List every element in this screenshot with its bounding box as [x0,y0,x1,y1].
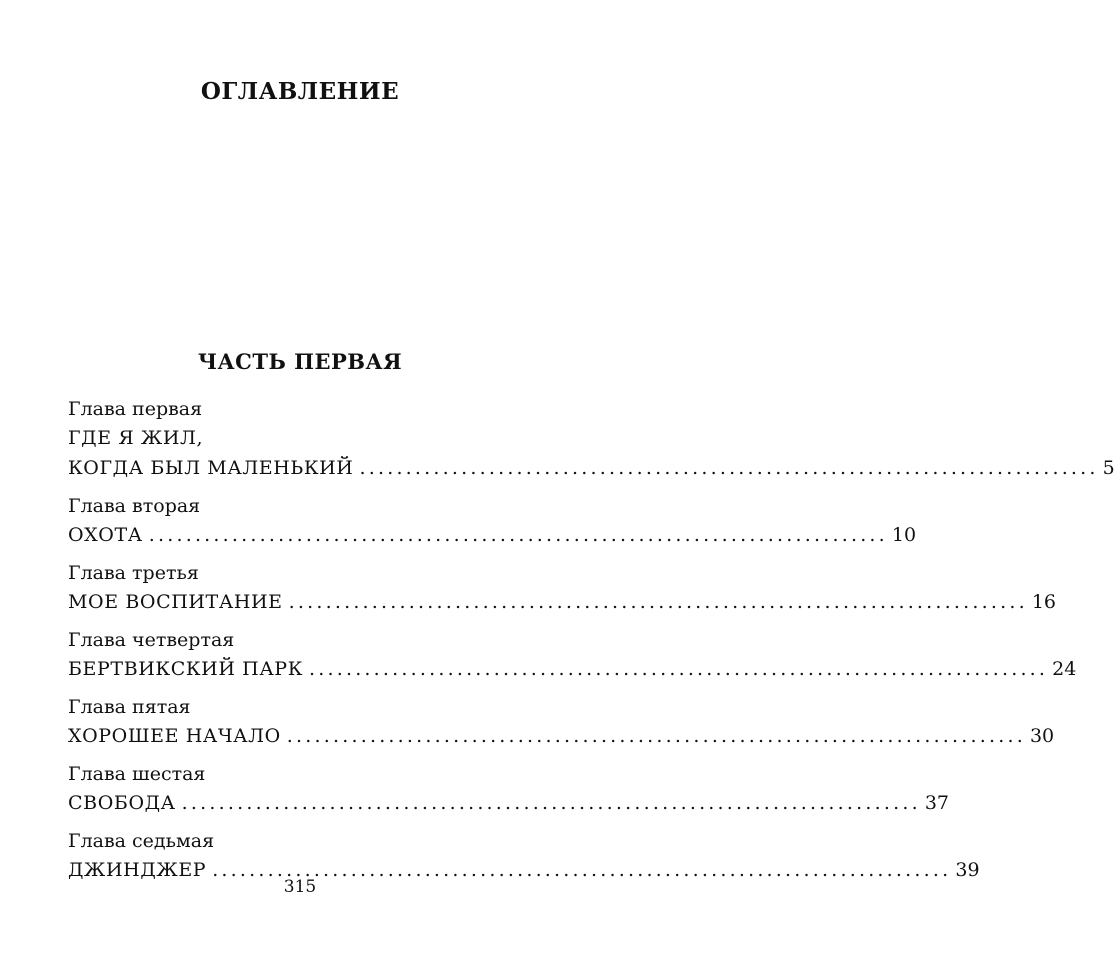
contents-heading: ОГЛАВЛЕНИЕ [200,78,400,105]
dot-leader: ................................................................................ [288,591,1028,613]
dot-leader: ................................................................................ [309,658,1049,680]
chapter-label: Глава четвертая [68,629,235,651]
chapter-title-line: ГДЕ Я ЖИЛ, [68,427,204,449]
chapter-page-number: 39 [955,859,980,881]
chapter-title-row [68,453,1115,483]
chapter-title-row [68,520,917,550]
chapter-page-number: 16 [1031,591,1056,613]
chapter-label: Глава седьмая [68,830,215,852]
toc-entry-4 [68,626,1077,684]
toc-entry-5 [68,693,1055,751]
chapter-title-row [68,788,950,818]
chapter-title-row [68,587,1056,617]
page-number: 315 [283,877,317,897]
toc-entry-2 [68,492,917,550]
chapter-title-row [68,721,1055,751]
chapter-page-number: 37 [924,792,950,814]
toc-entry-1 [68,395,1115,483]
chapter-title: ХОРОШЕЕ НАЧАЛО [68,725,281,747]
toc-entry-3 [68,559,1056,617]
chapter-label: Глава третья [68,562,199,584]
dot-leader: ................................................................................ [148,524,888,546]
dot-leader: ................................................................................ [286,725,1026,747]
chapter-page-number: 24 [1052,658,1077,680]
chapter-page-number: 30 [1029,725,1055,747]
chapter-title: ДЖИНДЖЕР [68,859,207,881]
chapter-title-row [68,654,1077,684]
table-of-contents [68,395,1115,894]
toc-entry-6 [68,760,950,818]
part-heading: ЧАСТЬ ПЕРВАЯ [197,349,403,374]
dot-leader: ................................................................................ [212,859,952,881]
chapter-title: БЕРТВИКСКИЙ ПАРК [68,658,303,680]
chapter-label: Глава вторая [68,495,201,517]
dot-leader: ................................................................................ [181,792,921,814]
chapter-title: СВОБОДА [68,792,176,814]
chapter-page-number: 10 [891,524,917,546]
chapter-label: Глава первая [68,398,203,420]
chapter-title: КОГДА БЫЛ МАЛЕНЬКИЙ [68,457,354,479]
chapter-label: Глава пятая [68,696,191,718]
chapter-label: Глава шестая [68,763,206,785]
dot-leader: ................................................................................ [359,457,1099,479]
chapter-page-number: 5 [1102,457,1115,479]
chapter-title: МОЕ ВОСПИТАНИЕ [68,591,283,613]
chapter-title: ОХОТА [68,524,143,546]
